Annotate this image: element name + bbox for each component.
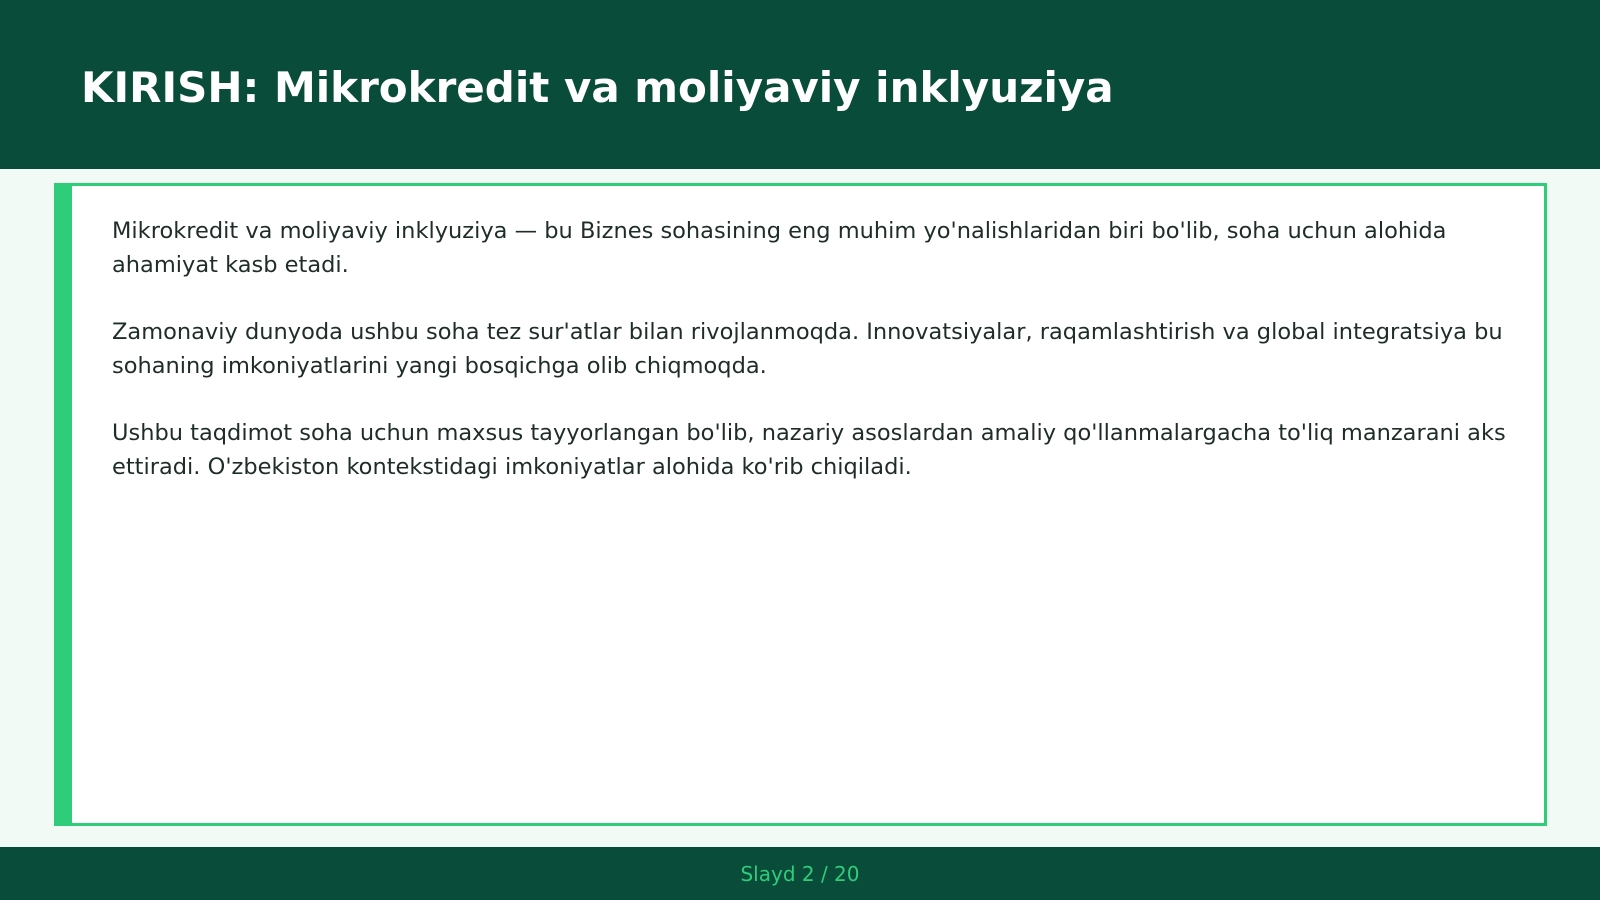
slide-counter: Slayd 2 / 20 [740,862,860,886]
paragraph-intro: Mikrokredit va moliyaviy inklyuziya — bu Biznes sohasining eng muhim yo'nalishlaridan biri bo'lib, soha uchun alohida ahamiyat kasb etadi. [112,218,1447,278]
paragraph-presentation-scope: Ushbu taqdimot soha uchun maxsus tayyorlangan bo'lib, nazariy asoslardan amaliy qo'llanmalargacha to'liq manzarani aks ettiradi. O'zbekiston kontekstidagi imkoniyatlar alohida ko'rib chiqiladi. [112,420,1506,480]
slide-header [0,0,1600,169]
paragraph-modern-world: Zamonaviy dunyoda ushbu soha tez sur'atlar bilan rivojlanmoqda. Innovatsiyalar, raqamlashtirish va global integratsiya bu sohaning imkoniyatlarini yangi bosqichga olib chiqmoqda. [112,319,1503,379]
slide-footer [0,847,1600,900]
content-text [112,214,1512,517]
slide-title: KIRISH: Mikrokredit va moliyaviy inklyuziya [81,63,1114,112]
content-panel [54,183,1547,826]
